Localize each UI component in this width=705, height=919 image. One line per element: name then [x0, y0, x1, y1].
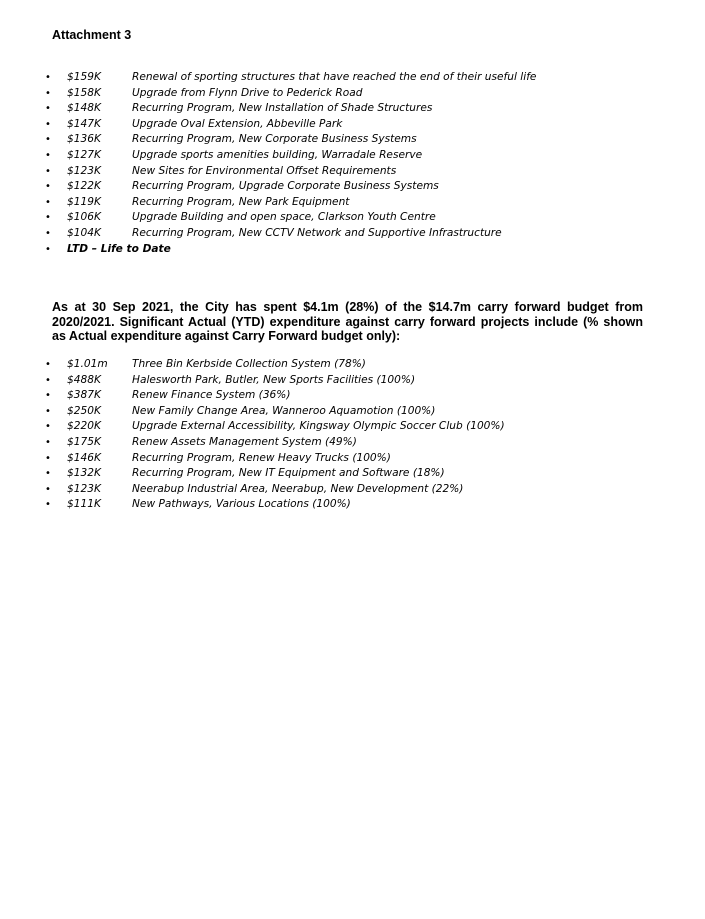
bullet-icon: •	[45, 405, 51, 417]
bullet-icon: •	[45, 374, 51, 386]
bullet-icon: •	[45, 359, 51, 370]
item-amount: $132K	[67, 467, 101, 480]
item-description: Recurring Program, New Installation of Shade Structures	[132, 102, 433, 115]
bullet-icon: •	[45, 452, 51, 464]
item-description: Halesworth Park, Butler, New Sports Facilities (100%)	[132, 373, 416, 386]
item-amount: $488K	[67, 373, 101, 386]
bullet-icon: •	[45, 436, 51, 448]
item-description: New Sites for Environmental Offset Requirements	[132, 164, 397, 177]
bullet-icon: •	[45, 212, 51, 224]
item-description: Upgrade Building and open space, Clarkson Youth Centre	[132, 211, 436, 224]
list-item-note	[0, 242, 705, 258]
list-item	[0, 86, 705, 102]
carry-forward-summary: As at 30 Sep 2021, the City has spent $4.1m (28%) of the $14.7m carry forward budget from 2020/2021. Significant Actual (YTD) expenditure against carry forward projects include (% shown as Actual expenditure against Carry Forward budget only):	[52, 300, 643, 343]
item-amount: $146K	[67, 451, 101, 464]
list-item	[0, 101, 705, 117]
list-item	[0, 404, 705, 420]
item-amount: $175K	[67, 435, 101, 448]
item-description: Recurring Program, New IT Equipment and Software (18%)	[132, 467, 445, 480]
list-item	[0, 70, 705, 86]
item-amount: $387K	[67, 389, 101, 402]
item-amount: $220K	[67, 420, 101, 433]
item-amount: $250K	[67, 404, 101, 417]
item-amount: $127K	[67, 148, 101, 161]
bullet-icon: •	[45, 243, 51, 255]
item-description: Recurring Program, Upgrade Corporate Business Systems	[132, 180, 439, 193]
list-item	[0, 195, 705, 211]
item-description: Renew Finance System (36%)	[132, 389, 291, 402]
item-description: Upgrade External Accessibility, Kingsway Olympic Soccer Club (100%)	[132, 420, 505, 433]
item-amount: $123K	[67, 164, 101, 177]
item-description: Recurring Program, New CCTV Network and Supportive Infrastructure	[132, 226, 502, 239]
bullet-icon: •	[45, 499, 51, 511]
item-amount: $1.01m	[67, 358, 108, 370]
list-item	[0, 179, 705, 195]
item-description: Three Bin Kerbside Collection System (78%)	[132, 358, 366, 370]
list-item	[0, 497, 705, 513]
list-item	[0, 388, 705, 404]
bullet-icon: •	[45, 134, 51, 146]
item-description: Upgrade from Flynn Drive to Pederick Road	[132, 86, 363, 99]
bullet-icon: •	[45, 181, 51, 193]
list-item	[0, 164, 705, 180]
item-amount: $122K	[67, 180, 101, 193]
carry-forward-expenditure-list	[0, 357, 705, 513]
item-description: New Pathways, Various Locations (100%)	[132, 498, 351, 511]
item-amount: $104K	[67, 226, 101, 239]
list-item	[0, 482, 705, 498]
bullet-icon: •	[45, 165, 51, 177]
item-amount: $106K	[67, 211, 101, 224]
bullet-icon: •	[45, 72, 51, 83]
list-item	[0, 357, 705, 373]
bullet-icon: •	[45, 118, 51, 130]
list-item	[0, 451, 705, 467]
item-description: Upgrade sports amenities building, Warradale Reserve	[132, 148, 423, 161]
bullet-icon: •	[45, 103, 51, 115]
item-amount: $159K	[67, 71, 101, 83]
item-description: New Family Change Area, Wanneroo Aquamotion (100%)	[132, 404, 436, 417]
list-item	[0, 132, 705, 148]
ltd-expenditure-list	[0, 70, 705, 257]
bullet-icon: •	[45, 390, 51, 402]
item-description: Recurring Program, New Park Equipment	[132, 195, 350, 208]
item-description: Recurring Program, Renew Heavy Trucks (100%)	[132, 451, 391, 464]
item-description: Neerabup Industrial Area, Neerabup, New Development (22%)	[132, 482, 464, 495]
item-amount: $111K	[67, 498, 101, 511]
item-description: Renewal of sporting structures that have reached the end of their useful life	[132, 71, 537, 83]
item-description: Recurring Program, New Corporate Business Systems	[132, 133, 417, 146]
list-item	[0, 148, 705, 164]
item-amount: $147K	[67, 117, 101, 130]
item-amount: $119K	[67, 195, 101, 208]
item-description: Renew Assets Management System (49%)	[132, 435, 357, 448]
list-item	[0, 210, 705, 226]
bullet-icon: •	[45, 149, 51, 161]
bullet-icon: •	[45, 196, 51, 208]
item-amount: $123K	[67, 482, 101, 495]
item-amount: $158K	[67, 86, 101, 99]
bullet-icon: •	[45, 421, 51, 433]
item-amount: $136K	[67, 133, 101, 146]
page-title: Attachment 3	[52, 28, 132, 42]
list-item	[0, 117, 705, 133]
list-item	[0, 466, 705, 482]
item-amount: $148K	[67, 102, 101, 115]
list-item	[0, 435, 705, 451]
bullet-icon: •	[45, 227, 51, 239]
bullet-icon: •	[45, 87, 51, 99]
bullet-icon: •	[45, 483, 51, 495]
list-item	[0, 226, 705, 242]
item-description: Upgrade Oval Extension, Abbeville Park	[132, 117, 343, 130]
list-item	[0, 373, 705, 389]
ltd-note: LTD – Life to Date	[67, 242, 171, 255]
list-item	[0, 419, 705, 435]
bullet-icon: •	[45, 468, 51, 480]
